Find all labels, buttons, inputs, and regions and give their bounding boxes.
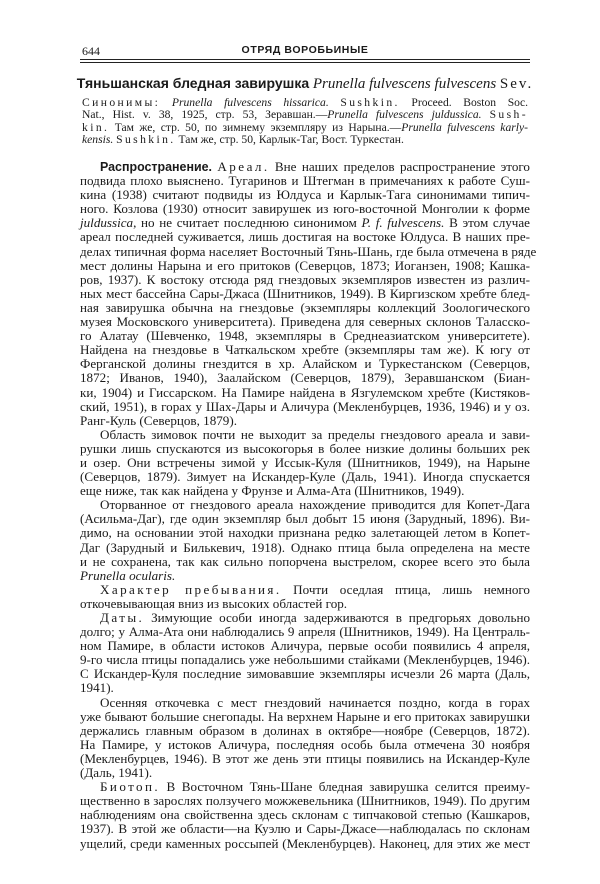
text-segment: еще ниже, так как найдена у Фрунзе и Алма-Ата (Шнитников, 1949). bbox=[80, 483, 465, 499]
text-segment bbox=[160, 96, 172, 109]
text-segment: Proceed. Boston Soc. bbox=[399, 96, 528, 109]
text-segment: ных мест бассейна Сары-Джаса (Шнитников, 1949). В Киргизском хребте блед- bbox=[80, 285, 530, 301]
text-line bbox=[80, 681, 530, 695]
text-segment: Область зимовок почти не выходит за пределы гнездового ареала и зави- bbox=[100, 426, 530, 442]
text-segment: Даты. bbox=[100, 610, 145, 625]
text-line bbox=[80, 414, 530, 428]
text-segment: Даг (Зарудный и Билькевич, 1918). Однако птица была определена на месте bbox=[80, 539, 530, 555]
text-segment: В Восточном Тянь-Шане бледная завирушка селится преиму- bbox=[160, 779, 530, 795]
text-line bbox=[80, 498, 530, 512]
text-segment: , но не считает последнюю синонимом bbox=[133, 215, 362, 231]
text-segment: 1941). bbox=[80, 680, 114, 696]
text-segment: и озер. Они встречены зимой у Иссык-Куля (Шнитников, 1949), на Нарыне bbox=[80, 454, 530, 470]
text-segment: музея Московского университета). Приведена для северных склонов Таласско- bbox=[80, 314, 530, 330]
text-line bbox=[80, 639, 530, 653]
synonyms-block bbox=[82, 97, 528, 147]
text-line bbox=[80, 625, 530, 639]
main-text bbox=[80, 159, 537, 851]
text-line bbox=[80, 541, 530, 555]
text-line bbox=[80, 343, 530, 357]
text-segment: держались главным образом в долинах в октябре—ноябре (Северцов, 1872). bbox=[80, 722, 530, 738]
text-segment: (Северцов, 1879). Зимует на Искандер-Куле (Даль, 1941). Иногда спускается bbox=[80, 469, 530, 485]
text-line bbox=[80, 808, 530, 822]
text-segment: Ареал. bbox=[217, 159, 270, 174]
text-line bbox=[80, 273, 530, 287]
text-segment: С Искандер-Куля последние зимовавшие экземпляры исчезли 26 марта (Даль, bbox=[80, 666, 530, 682]
text-segment: наблюдениям она свойственна здесь склонам с типчаковой степью (Кашкаров, bbox=[80, 807, 530, 823]
text-line bbox=[80, 202, 530, 216]
text-segment: рушки лишь спускаются из высокогорья в более низкие долины больших рек bbox=[80, 440, 530, 456]
page-number: 644 bbox=[82, 44, 100, 58]
text-segment: (Даль, 1941). bbox=[80, 765, 153, 781]
text-segment: ном Памире, в области истоков Аличура, первые особи появились 4 апреля, bbox=[80, 638, 530, 654]
text-line bbox=[80, 216, 530, 230]
text-line bbox=[80, 667, 530, 681]
text-segment: kin. bbox=[82, 120, 110, 134]
text-line bbox=[80, 442, 530, 456]
text-line bbox=[80, 160, 530, 174]
text-line bbox=[80, 752, 530, 766]
text-segment: делах типичная форма населяет Восточный Тянь-Шань, где была отмечена в ряде bbox=[80, 243, 537, 259]
text-line bbox=[80, 837, 530, 851]
text-line bbox=[80, 597, 530, 611]
header-rule-top bbox=[80, 59, 530, 60]
text-line bbox=[80, 428, 530, 442]
text-line bbox=[80, 400, 530, 414]
text-line bbox=[80, 569, 530, 583]
text-line bbox=[80, 174, 530, 188]
text-line bbox=[80, 301, 530, 315]
text-segment: 9-го числа птицы попадались уже небольшими стайками (Мекленбурцев, 1946). bbox=[80, 652, 530, 668]
text-line bbox=[80, 230, 530, 244]
text-segment: Осенняя откочевка с мест гнездовий начинается поздно, когда в горах bbox=[100, 694, 530, 710]
text-segment: Sushkin. bbox=[340, 96, 400, 109]
text-line bbox=[80, 484, 530, 498]
species-title bbox=[60, 75, 550, 93]
text-line bbox=[80, 738, 530, 752]
text-segment: Prunella ocularis. bbox=[80, 567, 176, 583]
text-segment: долго; у Алма-Ата они наблюдались 9 апреля (Шнитников, 1949). На Централь- bbox=[80, 624, 530, 640]
text-segment: Почти оседлая птица, лишь немного bbox=[281, 581, 530, 597]
text-line bbox=[80, 470, 530, 484]
text-line bbox=[80, 329, 530, 343]
text-segment bbox=[482, 108, 490, 121]
text-segment: уже бывают большие снегопады. На верхнем Нарыне и его притоках завирушки bbox=[80, 708, 530, 724]
text-segment: 1872; Иванов, 1940), Заалайском (Северцов, 1879), Зеравшанском (Биан- bbox=[80, 370, 530, 386]
text-segment: На Памире, у истоков Аличура, последняя особь была отмечена 30 ноября bbox=[80, 736, 530, 752]
text-line bbox=[80, 780, 530, 794]
text-segment: Найдена на гнездовье в Чаткальском хребте (экземпляры там же). К югу от bbox=[80, 342, 530, 358]
text-segment bbox=[329, 96, 341, 109]
text-segment: мест долины Нарына и его притоков (Северцов, 1873; Иоганзен, 1908; Кашка- bbox=[80, 257, 530, 273]
species-author: Sev. bbox=[499, 76, 534, 92]
text-segment: го Алатау (Шевченко, 1948, экземпляры в Среднеазиатском университете). bbox=[80, 328, 530, 344]
text-segment: Prunella fulvescens hissarica. bbox=[171, 96, 329, 109]
text-line bbox=[80, 371, 530, 385]
text-line bbox=[80, 386, 530, 400]
text-segment: juldussica bbox=[80, 215, 134, 231]
text-line bbox=[80, 724, 530, 738]
synonym-line bbox=[82, 134, 528, 146]
text-segment: откочевывающая вниз из высоких областей гор. bbox=[80, 595, 348, 611]
text-line bbox=[80, 287, 530, 301]
text-segment: Характер пребывания. bbox=[100, 581, 282, 597]
text-line bbox=[80, 710, 530, 724]
text-line bbox=[80, 526, 530, 540]
text-segment: ский, 1951), в горах у Шах-Дары и Аличура (Мекленбурцев, 1936, 1946) и у оз. bbox=[80, 398, 530, 414]
species-common-name: Тяньшанская бледная завирушка bbox=[76, 75, 310, 91]
text-segment: kensis. bbox=[82, 133, 114, 147]
text-segment: (Асильма-Даг), где один экземпляр был добыт 15 июня (Зарудный, 1896). Ви- bbox=[80, 511, 530, 527]
text-line bbox=[80, 188, 530, 202]
text-segment: ки, 1904) и Гиссарском. На Памире найдена в Язгулемском хребте (Кистяков- bbox=[80, 384, 530, 400]
text-line bbox=[80, 259, 530, 273]
text-segment: подвида плохо выяснено. Тугаринов и Штегман в примечаниях к работе Суш- bbox=[80, 173, 530, 189]
text-line bbox=[80, 696, 530, 710]
text-segment: P. f. fulvescens. bbox=[361, 215, 445, 231]
text-segment: Nat., Hist. v. 38, 1925, стр. 53, Зеравшан.— bbox=[82, 108, 328, 122]
text-segment: ущелий, среди каменных россыпей (Мекленбурцев). Наконец, для этих же мест bbox=[80, 835, 530, 851]
text-line bbox=[80, 555, 530, 569]
text-line bbox=[80, 822, 530, 836]
text-segment: Prunella fulvescens juldussica. bbox=[327, 108, 482, 122]
text-segment: Оторванное от гнездового ареала нахождение приводится для Копет-Дага bbox=[100, 497, 530, 513]
text-line bbox=[80, 794, 530, 808]
text-line bbox=[80, 357, 530, 371]
text-line bbox=[80, 456, 530, 470]
text-line bbox=[80, 512, 530, 526]
text-segment: ная завирушка обычна на гнездовье (экземпляры коллекций Зоологического bbox=[80, 299, 530, 315]
header-rule-bottom bbox=[80, 62, 530, 63]
text-segment: Вне наших пределов распространение этого bbox=[269, 159, 530, 174]
text-segment: Sush- bbox=[489, 108, 528, 122]
text-segment: Зимующие особи иногда задерживаются в предгорьях довольно bbox=[144, 610, 530, 625]
running-header bbox=[80, 44, 530, 60]
text-segment: Распространение. bbox=[100, 160, 212, 174]
text-segment: ров, 1937). К востоку отсюда ряд гнездовых экземпляров известен из различ- bbox=[80, 271, 530, 287]
text-segment: Синонимы: bbox=[82, 96, 161, 109]
text-segment: (Мекленбурцев, 1946). В этот же день эти птицы появились на Искандер-Куле bbox=[80, 750, 530, 766]
text-line bbox=[80, 611, 530, 625]
text-line bbox=[80, 653, 530, 667]
text-segment: Там же, стр. 50, Карлык-Таг, Вост. Туркестан. bbox=[175, 133, 404, 147]
text-segment: ареал последней суживается, лишь достигая на востоке Юлдуса. В наших пре- bbox=[80, 229, 530, 245]
text-segment: Prunella fulvescens karly- bbox=[401, 120, 528, 134]
text-segment: Биотоп. bbox=[100, 779, 161, 795]
text-segment: Ферганской долины гнездится в хр. Алайском и Туркестанском (Северцов, bbox=[80, 356, 530, 372]
text-segment: Ранг-Куль (Северцов, 1879). bbox=[80, 412, 237, 428]
species-latin-name: Prunella fulvescens fulvescens bbox=[312, 76, 497, 92]
text-segment: ного. Козлова (1930) относит завирушек из юго-восточной Монголии к форме bbox=[80, 201, 530, 217]
text-line bbox=[80, 583, 530, 597]
text-segment: Sushkin. bbox=[116, 133, 176, 147]
text-segment: 1937). В этой же области—на Куэлю и Сары-Джасе—наблюдалась по склонам bbox=[80, 821, 530, 837]
text-segment: димо, на основании этой находки признана редко залетающей летом в Копет- bbox=[80, 525, 530, 541]
text-line bbox=[80, 315, 530, 329]
text-segment: Там же, стр. 50, по зимнему экземпляру из Нарына.— bbox=[109, 120, 402, 134]
text-line bbox=[80, 243, 537, 259]
text-segment: В этом случае bbox=[444, 215, 530, 231]
text-segment: щественно в зарослях ползучего можжевельника (Шнитников, 1949). По другим bbox=[80, 793, 530, 809]
text-segment: и не сохранена, так как сильно попорчена выстрелом, скорее всего это была bbox=[80, 553, 530, 569]
text-segment: кина (1938) считают подвиды из Юлдуса и Карлык-Тага синонимами типич- bbox=[80, 187, 530, 203]
text-line bbox=[80, 766, 530, 780]
running-title: ОТРЯД ВОРОБЬИНЫЕ bbox=[241, 44, 369, 56]
